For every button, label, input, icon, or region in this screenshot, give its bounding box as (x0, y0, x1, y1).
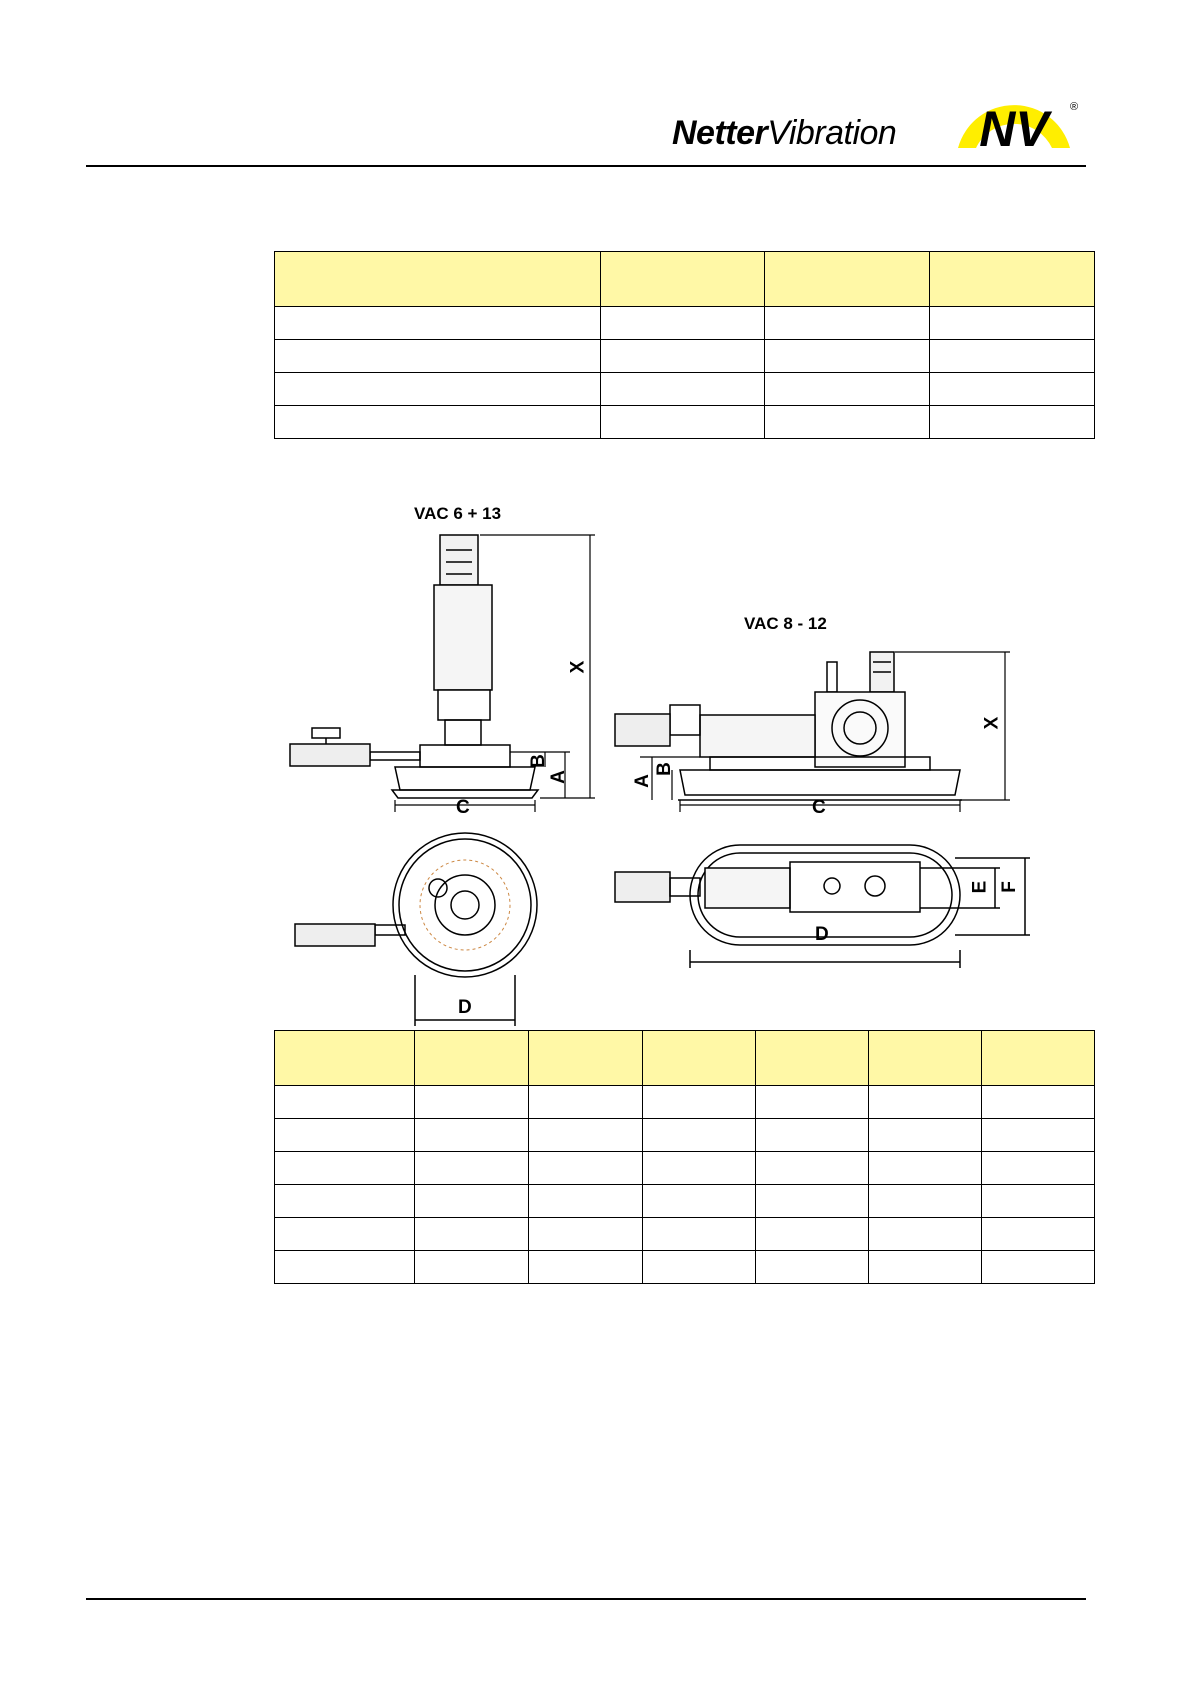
dim-label-b-left: B (527, 754, 549, 768)
vac8-plan-view (615, 845, 1030, 968)
logo-monogram: NV (979, 101, 1049, 156)
vac6-side-view (290, 535, 538, 798)
table-row (275, 1251, 1095, 1284)
dim-label-b-right: B (653, 762, 675, 776)
diagram-title-right: VAC 8 - 12 (744, 614, 827, 633)
dim-label-d-right: D (815, 924, 829, 945)
table-row (275, 1119, 1095, 1152)
dim-label-f: F (998, 881, 1020, 893)
table-row (275, 1086, 1095, 1119)
dim-label-c-right: C (812, 797, 826, 818)
bottom-table (274, 1030, 1095, 1284)
dim-label-d-left: D (458, 997, 472, 1018)
dim-label-e: E (969, 880, 991, 894)
table-row (275, 1185, 1095, 1218)
brand-wordmark-bold: Netter (672, 114, 768, 152)
dim-label-x-right: X (981, 716, 1003, 730)
footer-rule (86, 1598, 1086, 1600)
dim-label-x-left: X (567, 660, 589, 674)
dim-label-c-left: C (456, 797, 470, 818)
table-header-row (275, 1031, 1095, 1086)
brand-wordmark-light: Vibration (767, 114, 897, 152)
registered-mark: ® (1070, 101, 1079, 113)
dim-label-a-left: A (547, 770, 569, 784)
vac8-side-view (615, 652, 962, 800)
table-row (275, 1218, 1095, 1251)
vac6-plan-view (295, 833, 537, 1026)
diagram-title-left: VAC 6 + 13 (414, 504, 502, 523)
table-row (275, 1152, 1095, 1185)
dim-label-a-right: A (631, 774, 653, 788)
